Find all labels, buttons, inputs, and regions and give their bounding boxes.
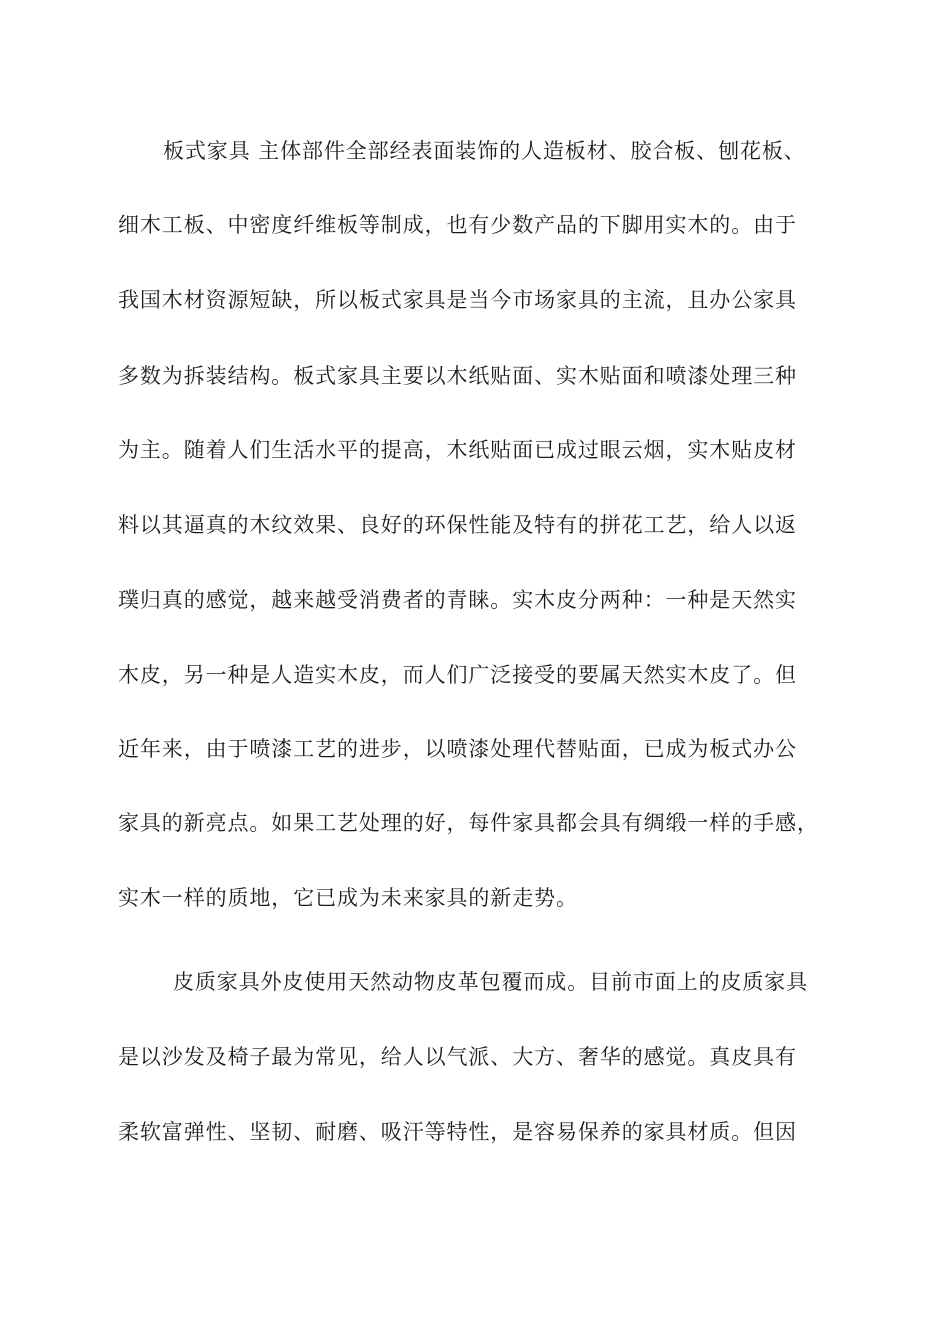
text-line: 木皮，另一种是人造实木皮，而人们广泛接受的要属天然实木皮了。但	[118, 663, 797, 687]
text-line: 料以其逼真的木纹效果、良好的环保性能及特有的拼花工艺，给人以返	[118, 513, 797, 537]
text-line: 家具的新亮点。如果工艺处理的好，每件家具都会具有绸缎一样的手感，	[118, 811, 819, 835]
text-line: 实木一样的质地，它已成为未来家具的新走势。	[118, 886, 578, 910]
text-line: 璞归真的感觉，越来越受消费者的青睐。实木皮分两种：一种是天然实	[118, 588, 797, 612]
text-line: 板式家具 主体部件全部经表面装饰的人造板材、胶合板、刨花板、	[163, 139, 806, 163]
text-line: 柔软富弹性、坚韧、耐磨、吸汗等特性，是容易保养的家具材质。但因	[118, 1120, 797, 1144]
text-line: 为主。随着人们生活水平的提高，木纸贴面已成过眼云烟，实木贴皮材	[118, 438, 797, 462]
text-line: 我国木材资源短缺，所以板式家具是当今市场家具的主流，且办公家具	[118, 288, 797, 312]
text-line: 细木工板、中密度纤维板等制成，也有少数产品的下脚用实木的。由于	[118, 213, 797, 237]
text-line: 是以沙发及椅子最为常见，给人以气派、大方、奢华的感觉。真皮具有	[118, 1045, 797, 1069]
text-line: 近年来，由于喷漆工艺的进步，以喷漆处理代替贴面，已成为板式办公	[118, 737, 797, 761]
text-line: 多数为拆装结构。板式家具主要以木纸贴面、实木贴面和喷漆处理三种	[118, 364, 797, 388]
text-line: 皮质家具外皮使用天然动物皮革包覆而成。目前市面上的皮质家具	[173, 970, 809, 994]
